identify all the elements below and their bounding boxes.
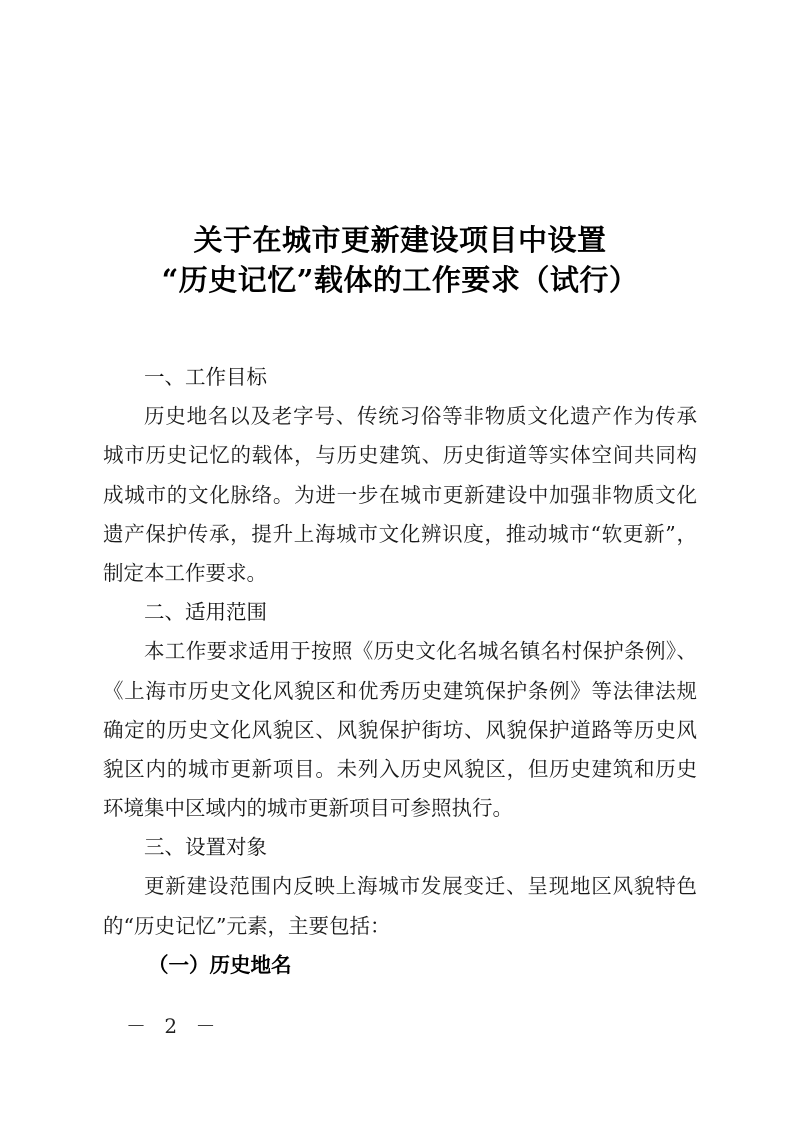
- paragraph-line: 的“历史记忆”元素，主要包括：: [103, 913, 391, 938]
- section-heading-work-goal: 一、工作目标: [144, 365, 267, 389]
- document-title-line-1: 关于在城市更新建设项目中设置: [193, 223, 607, 257]
- paragraph-line: 更新建设范围内反映上海城市发展变迁、呈现地区风貌特色: [144, 874, 697, 899]
- paragraph-line: 成城市的文化脉络。为进一步在城市更新建设中加强非物质文化: [103, 482, 697, 507]
- section-heading-objects: 三、设置对象: [144, 835, 267, 860]
- paragraph-line: 城市历史记忆的载体，与历史建筑、历史街道等实体空间共同构: [103, 443, 697, 468]
- document-title-line-2: “历史记忆”载体的工作要求（试行）: [161, 263, 639, 297]
- paragraph-line: 确定的历史文化风貌区、风貌保护街坊、风貌保护道路等历史风: [103, 717, 697, 742]
- paragraph-line: 遗产保护传承，提升上海城市文化辨识度，推动城市“软更新”，: [103, 521, 697, 546]
- paragraph-line: 貌区内的城市更新项目。未列入历史风貌区，但历史建筑和历史: [103, 756, 697, 781]
- paragraph-line: 环境集中区域内的城市更新项目可参照执行。: [103, 796, 513, 821]
- paragraph-line: 制定本工作要求。: [103, 560, 267, 585]
- subheading-historical-place-names: （一）历史地名: [148, 952, 292, 977]
- paragraph-line: 《上海市历史文化风貌区和优秀历史建筑保护条例》等法律法规: [103, 678, 697, 703]
- page-number: － 2 －: [126, 1014, 222, 1038]
- document-body: [103, 358, 697, 985]
- paragraph-line: 历史地名以及老字号、传统习俗等非物质文化遗产作为传承: [144, 404, 697, 429]
- paragraph-line: 本工作要求适用于按照《历史文化名城名镇名村保护条例》、: [144, 639, 697, 664]
- section-heading-scope: 二、适用范围: [144, 600, 267, 625]
